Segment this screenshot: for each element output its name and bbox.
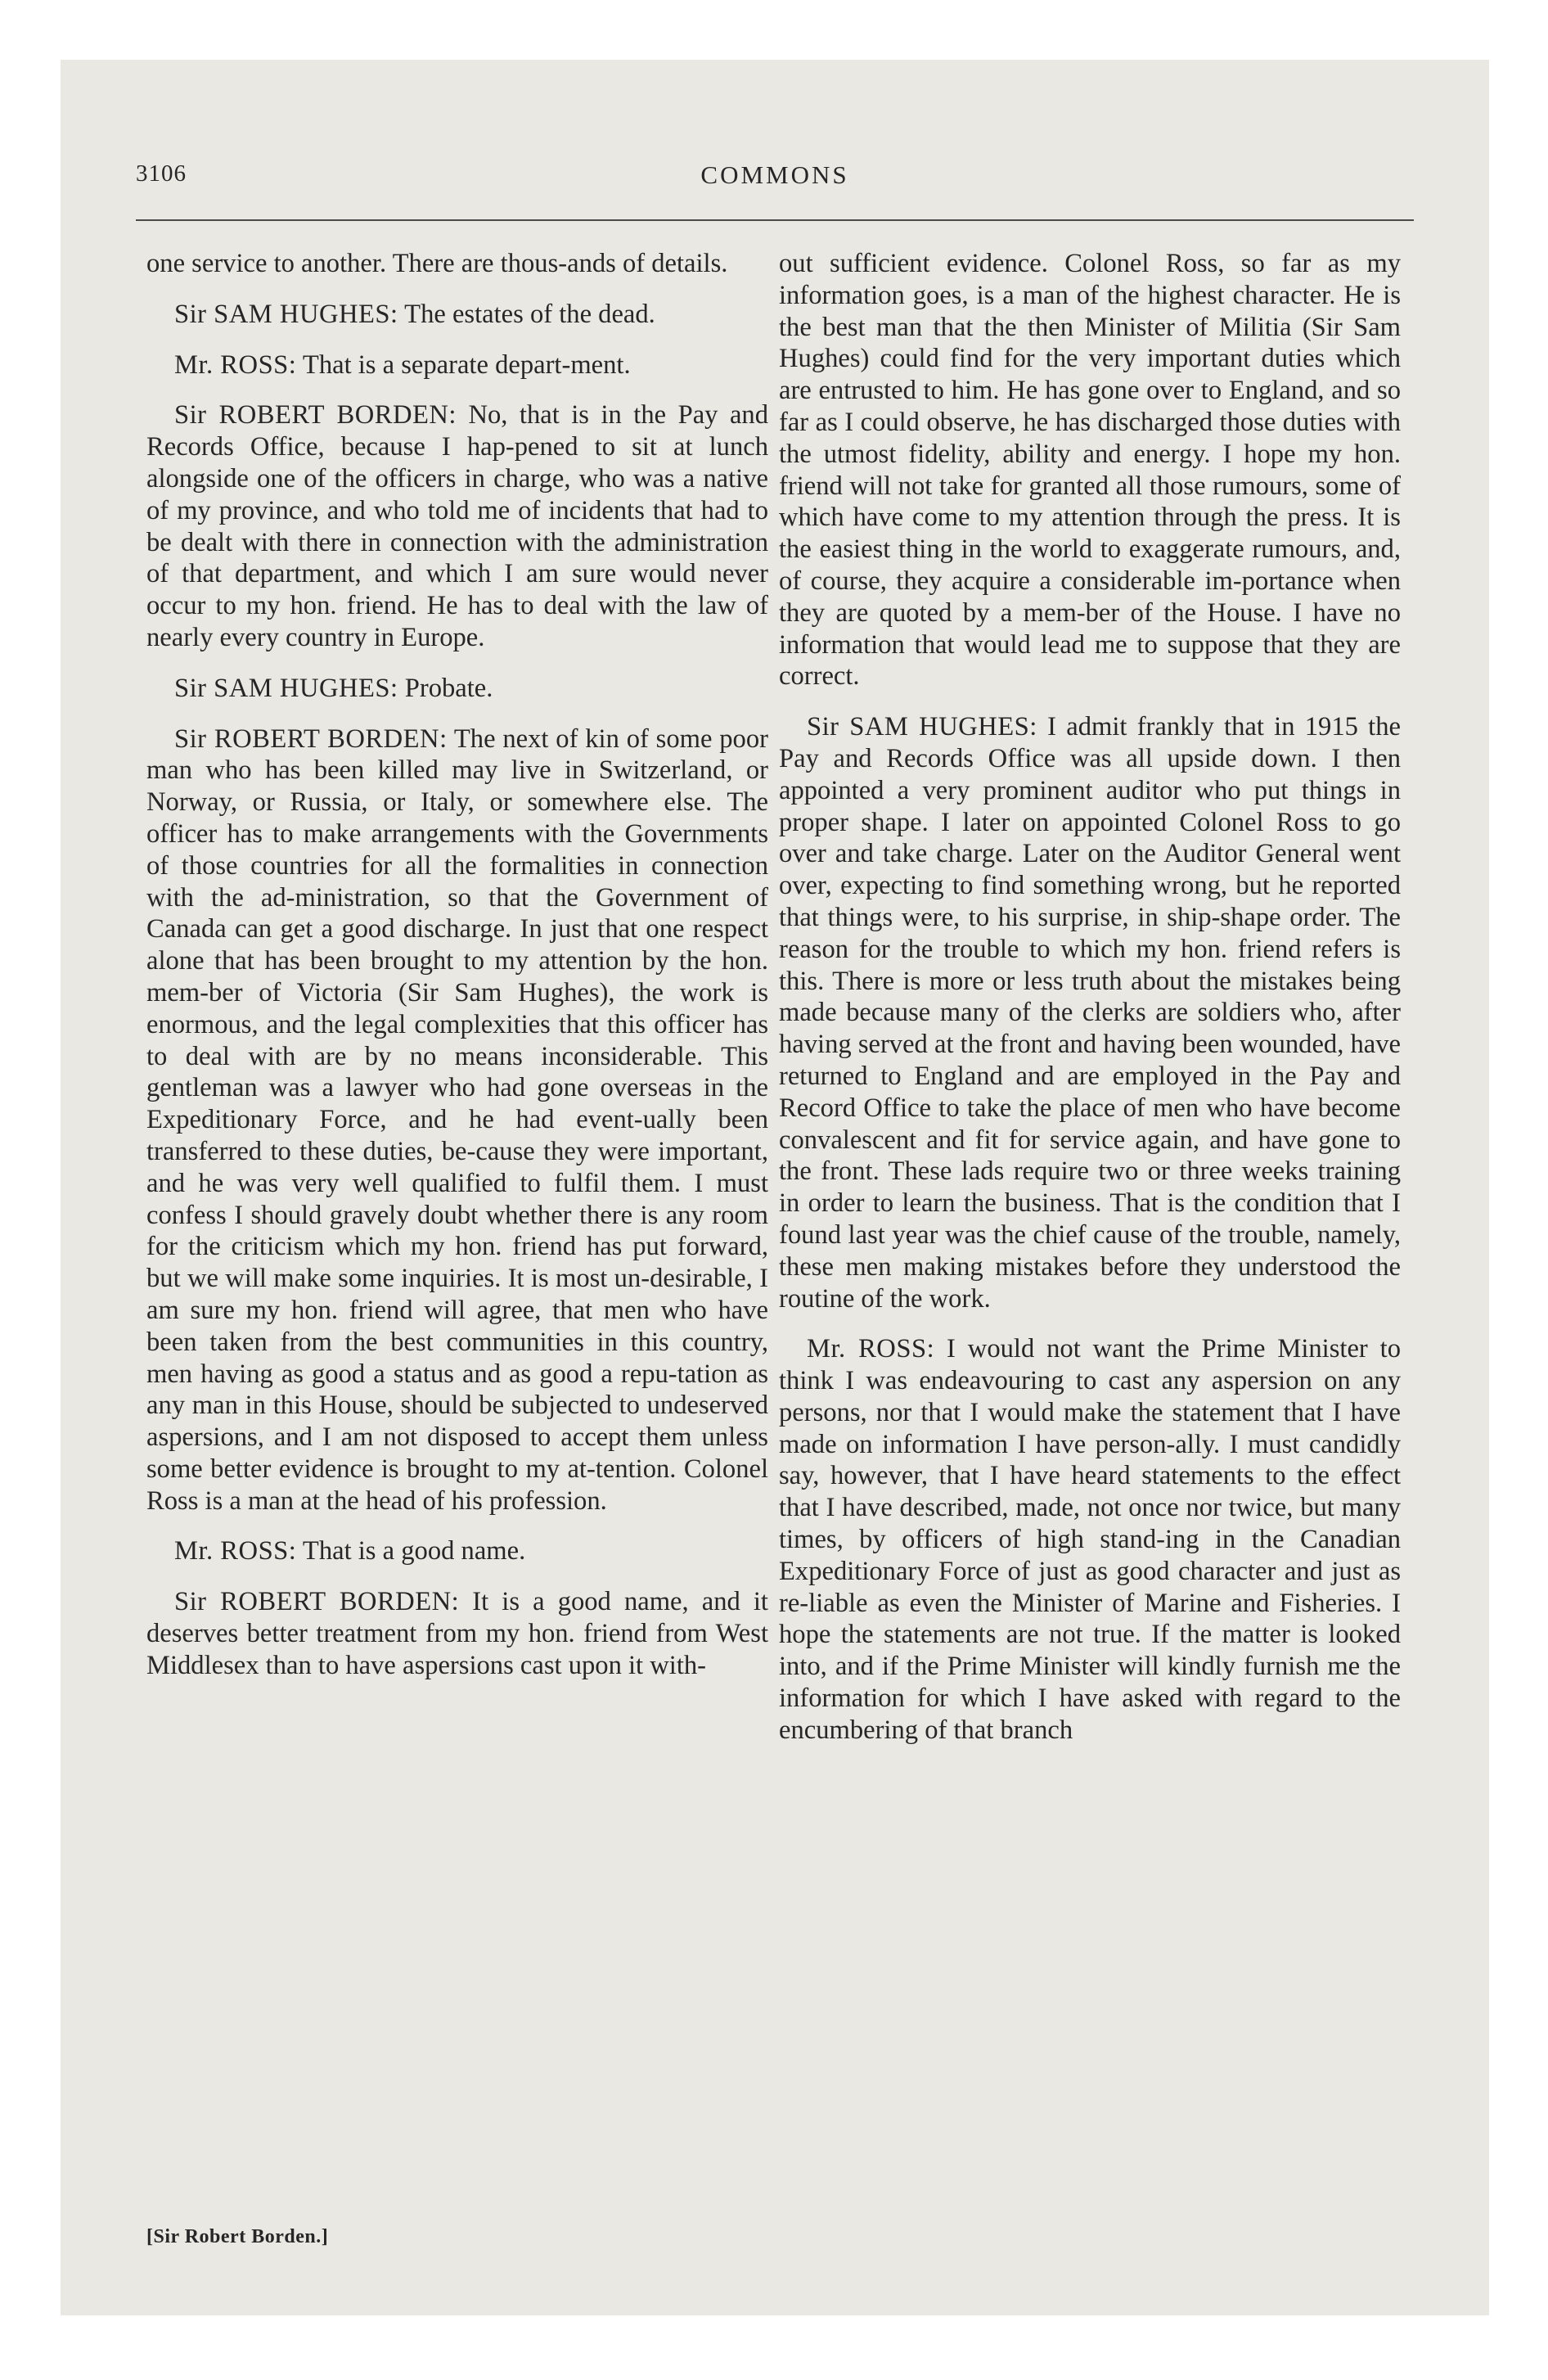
paragraph-text: That is a separate depart-ment. — [296, 349, 631, 380]
paragraph — [146, 673, 768, 705]
paragraph — [146, 299, 768, 331]
speaker-name: Sir ROBERT BORDEN: — [174, 1587, 460, 1617]
paragraph-text: The estates of the dead. — [398, 299, 655, 329]
paragraph-text: Probate. — [398, 673, 493, 703]
running-header: COMMONS — [700, 160, 849, 189]
paragraph — [146, 248, 768, 280]
page-number: 3106 — [136, 160, 187, 187]
paragraph-text: That is a good name. — [296, 1536, 526, 1566]
paragraph-text: one service to another. There are thous-ands of details. — [146, 249, 728, 278]
speaker-name: Mr. ROSS: — [174, 349, 297, 380]
paragraph — [779, 248, 1401, 692]
right-column — [779, 248, 1401, 1765]
paragraph-text: I would not want the Prime Minister to think I was endeavouring to cast any aspersion on any persons, nor that I would make the statement that I have made on information I have person-ally. I must candidly say, however, that I have heard statements to the effect that I have described, made, not once nor twice, but many times, by officers of high stand-ing in the Canadian Expeditionary Force of just as good character and just as re-liable as even the Minister of Marine and Fisheries. I hope the statements are not true. If the matter is looked into, and if the Prime Minister will kindly furnish me the information for which I have asked with regard to the encumbering of that branch — [779, 1334, 1401, 1745]
header-rule — [136, 219, 1414, 221]
paragraph — [146, 349, 768, 381]
scanned-page — [61, 60, 1489, 2315]
paragraph-text: The next of kin of some poor man who has been killed may live in Switzerland, or Norway, or Russia, or Italy, or somewhere else. The officer has to make arrangements with the Governments of those countries for all the formalities in connection with the ad-ministration, so that the Government of Canada can get a good discharge. In just that one respect alone that has been brought to my attention by the hon. mem-ber of Victoria (Sir Sam Hughes), the work is enormous, and the legal complexities that this officer has to deal with are by no means inconsiderable. This gentleman was a lawyer who had gone overseas in the Expeditionary Force, and he had event-ually been transferred to these duties, be-cause they were important, and he was very well qualified to fulfil them. I must confess I should gravely doubt whether there is any room for the criticism which my hon. friend has put forward, but we will make some inquiries. It is most un-desirable, I am sure my hon. friend will agree, that men who have been taken from the best communities in this country, men having as good a status and as good a repu-tation as any man in this House, should be subjected to undeserved aspersions, and I am not disposed to accept them unless some better evidence is brought to my at-tention. Colonel Ross is a man at the head of his profession. — [146, 723, 768, 1516]
speaker-signature: [Sir Robert Borden.] — [146, 2226, 329, 2247]
paragraph — [146, 1535, 768, 1567]
paragraph — [146, 1586, 768, 1681]
paragraph — [146, 723, 768, 1517]
paragraph-text: It is a good name, and it deserves better treatment from my hon. friend from West Middlesex than to have aspersions cast upon it with- — [146, 1587, 768, 1680]
speaker-name: Sir SAM HUGHES: — [174, 299, 398, 329]
speaker-name: Sir ROBERT BORDEN: — [174, 723, 448, 754]
speaker-name: Sir SAM HUGHES: — [174, 673, 398, 703]
paragraph-text: I admit frankly that in 1915 the Pay and Records Office was all upside down. I then appointed a very prominent auditor who put things in proper shape. I later on appointed Colonel Ross to go over and take charge. Later on the Auditor General went over, expecting to find something wrong, but he reported that things were, to his surprise, in ship-shape order. The reason for the trouble to which my hon. friend refers is this. There is more or less truth about the mistakes being made because many of the clerks are soldiers who, after having served at the front and having been wounded, have returned to England and are employed in the Pay and Record Office to take the place of men who have become convalescent and fit for service again, and have gone to the front. These lads require two or three weeks training in order to learn the business. That is the condition that I found last year was the chief cause of the trouble, namely, these men making mistakes before they understood the routine of the work. — [779, 712, 1401, 1314]
speaker-name: Sir ROBERT BORDEN: — [174, 400, 457, 430]
left-column — [146, 248, 768, 1701]
speaker-name: Mr. ROSS: — [807, 1334, 935, 1364]
paragraph — [779, 711, 1401, 1314]
speaker-name: Sir SAM HUGHES: — [807, 712, 1037, 742]
paragraph-text: No, that is in the Pay and Records Office, because I hap-pened to sit at lunch alongside one of the officers in charge, who was a native of my province, and who told me of incidents that had to be dealt with there in connection with the administration of that department, and which I am sure would never occur to my hon. friend. He has to deal with the law of nearly every country in Europe. — [146, 400, 768, 652]
paragraph — [146, 399, 768, 653]
paragraph — [779, 1333, 1401, 1746]
speaker-name: Mr. ROSS: — [174, 1536, 297, 1566]
paragraph-text: out sufficient evidence. Colonel Ross, so far as my information goes, is a man of the highest character. He is the best man that the then Minister of Militia (Sir Sam Hughes) could find for the very important duties which are entrusted to him. He has gone over to England, and so far as I could observe, he has discharged those duties with the utmost fidelity, ability and energy. I hope my hon. friend will not take for granted all those rumours, some of which have come to my attention through the press. It is the easiest thing in the world to exaggerate rumours, and, of course, they acquire a considerable im-portance when they are quoted by a mem-ber of the House. I have no information that would lead me to suppose that they are correct. — [779, 249, 1401, 692]
